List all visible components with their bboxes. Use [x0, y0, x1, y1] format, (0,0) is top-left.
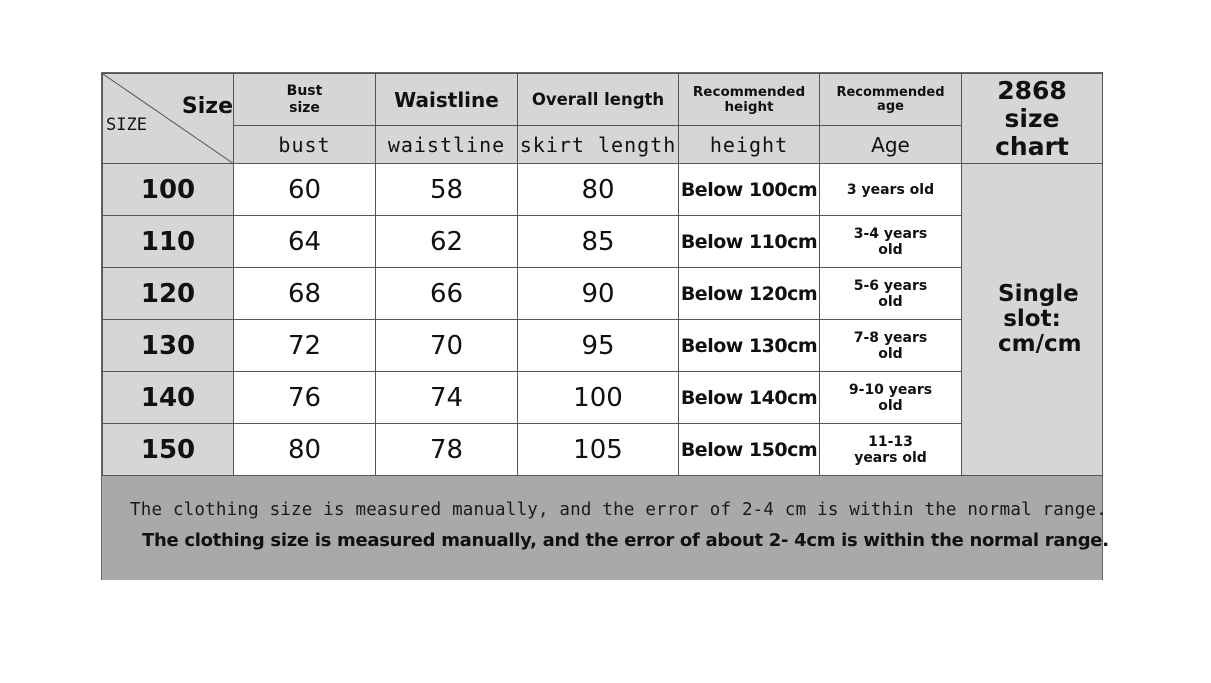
size-value: 140	[103, 372, 234, 424]
bust-value: 68	[234, 268, 376, 320]
size-value: 110	[103, 216, 234, 268]
corner-cell	[103, 74, 234, 164]
height-value: Below 130cm	[679, 320, 820, 372]
waist-value: 78	[376, 424, 518, 476]
size-value: 120	[103, 268, 234, 320]
subheader-height: height	[679, 126, 820, 164]
size-value: 100	[103, 164, 234, 216]
size-chart	[101, 72, 1109, 580]
length-value: 100	[518, 372, 679, 424]
waist-value: 70	[376, 320, 518, 372]
length-value: 85	[518, 216, 679, 268]
age-value: 7-8 years old	[820, 320, 962, 372]
table-row	[103, 372, 1103, 424]
measurement-note-panel	[102, 476, 1109, 580]
table-row	[103, 216, 1103, 268]
subheader-bust: bust	[234, 126, 376, 164]
table-row	[103, 320, 1103, 372]
header-bust: Bust size	[234, 74, 376, 126]
waist-value: 66	[376, 268, 518, 320]
bust-value: 80	[234, 424, 376, 476]
length-value: 95	[518, 320, 679, 372]
height-value: Below 150cm	[679, 424, 820, 476]
height-value: Below 140cm	[679, 372, 820, 424]
bust-value: 76	[234, 372, 376, 424]
age-value: 3 years old	[820, 164, 962, 216]
subheader-row	[103, 126, 1103, 164]
table-row	[103, 268, 1103, 320]
chart-title: 2868 size chart	[962, 74, 1103, 164]
bust-value: 60	[234, 164, 376, 216]
bust-value: 64	[234, 216, 376, 268]
size-table	[102, 73, 1103, 476]
header-overall-length: Overall length	[518, 74, 679, 126]
header-recommended-height: Recommended height	[679, 74, 820, 126]
measurement-note-line-1: The clothing size is measured manually, and the error of 2-4 cm is within the normal range.	[130, 500, 1107, 520]
waist-value: 74	[376, 372, 518, 424]
height-value: Below 100cm	[679, 164, 820, 216]
corner-size-caps: SIZE	[106, 115, 147, 135]
measurement-note-line-2: The clothing size is measured manually, and the error of about 2- 4cm is within the normal range.	[142, 530, 1109, 551]
age-value: 9-10 years old	[820, 372, 962, 424]
header-row	[103, 74, 1103, 126]
length-value: 80	[518, 164, 679, 216]
header-recommended-age: Recommended age	[820, 74, 962, 126]
header-waistline: Waistline	[376, 74, 518, 126]
length-value: 105	[518, 424, 679, 476]
height-value: Below 110cm	[679, 216, 820, 268]
age-value: 3-4 years old	[820, 216, 962, 268]
height-value: Below 120cm	[679, 268, 820, 320]
table-row	[103, 164, 1103, 216]
table-row	[103, 424, 1103, 476]
size-value: 150	[103, 424, 234, 476]
size-value: 130	[103, 320, 234, 372]
subheader-waistline: waistline	[376, 126, 518, 164]
waist-value: 58	[376, 164, 518, 216]
bust-value: 72	[234, 320, 376, 372]
unit-note: Single slot: cm/cm	[962, 164, 1103, 476]
subheader-skirt-length: skirt length	[518, 126, 679, 164]
subheader-age: Age	[820, 126, 962, 164]
corner-size-label: Size	[181, 94, 233, 119]
age-value: 5-6 years old	[820, 268, 962, 320]
age-value: 11-13 years old	[820, 424, 962, 476]
length-value: 90	[518, 268, 679, 320]
waist-value: 62	[376, 216, 518, 268]
